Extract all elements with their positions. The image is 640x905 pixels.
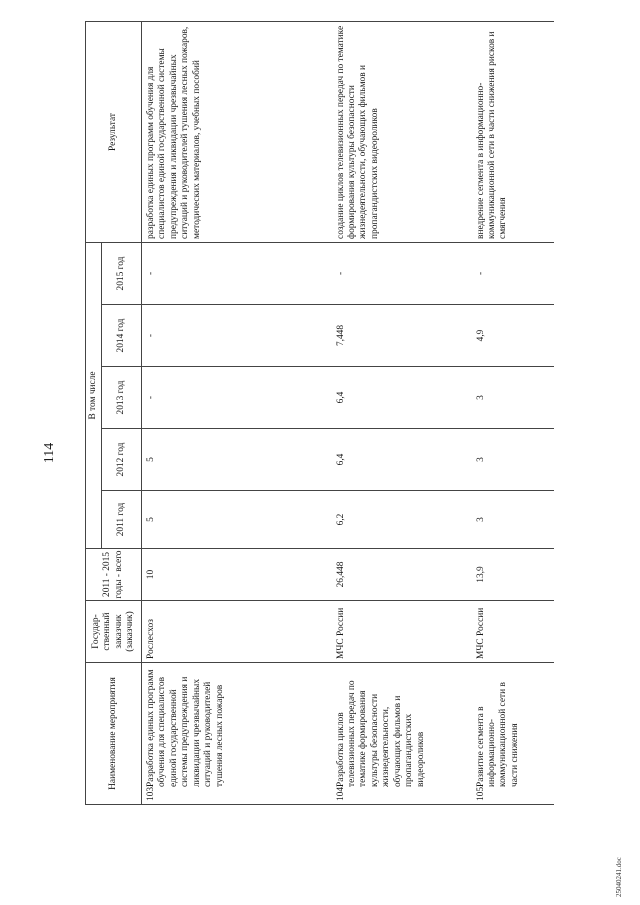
- header-total: 2011 - 2015 годы - всего: [86, 549, 142, 601]
- measure-name: Разработка единых программ обучения для специалистов единой государственной системы предупреждения и ликвидации чрезвычайных ситуаций и руководителей тушения лесных пожаров: [146, 669, 225, 787]
- header-2015: 2015 год: [102, 242, 142, 304]
- row-number: 104.: [335, 784, 346, 801]
- result-cell: создание циклов телевизионных передач по тематике формирования культуры безопасности жизнедеятельности, обучающих фильмов и пропагандистских видеороликов: [332, 21, 472, 242]
- measures-table: [85, 21, 554, 805]
- total-cell: 10: [142, 549, 332, 601]
- value-2013: 6,4: [332, 367, 472, 429]
- customer-cell: МЧС России: [332, 601, 472, 663]
- total-cell: 26,448: [332, 549, 472, 601]
- measure-name: Разработка циклов телевизионных передач по тематике формирования культуры безопасности жизнедеятельности, обучающих фильмов и пропагандистских видеороликов: [335, 680, 426, 787]
- row-number: 105.: [475, 784, 486, 801]
- measure-cell: [142, 663, 332, 805]
- document-footer-code: 25040241.doc: [615, 857, 623, 897]
- value-2013: 3: [472, 367, 554, 429]
- table-row: [472, 21, 554, 804]
- customer-cell: МЧС России: [472, 601, 554, 663]
- customer-cell: Рослесхоз: [142, 601, 332, 663]
- value-2011: 3: [472, 491, 554, 549]
- value-2012: 6,4: [332, 429, 472, 491]
- value-2011: 5: [142, 491, 332, 549]
- result-cell: внедрение сегмента в информационно-коммуникационной сети в части снижения рисков и смягчения: [472, 21, 554, 242]
- header-name: Наименование мероприятия: [86, 663, 142, 805]
- result-cell: разработка единых программ обучения для специалистов единой государственной системы предупреждения и ликвидации чрезвычайных ситуаций и руководителей тушения лесных пожаров, методических материалов, учебных пособий: [142, 21, 332, 242]
- measure-cell: [332, 663, 472, 805]
- row-number: 103.: [146, 784, 156, 801]
- value-2011: 6,2: [332, 491, 472, 549]
- header-result: Результат: [86, 21, 142, 242]
- table-row: [332, 21, 472, 804]
- value-2015: -: [472, 242, 554, 304]
- value-2015: -: [142, 242, 332, 304]
- table-row: [142, 21, 332, 804]
- value-2012: 3: [472, 429, 554, 491]
- page-number: 114: [42, 442, 57, 464]
- header-including: В том числе: [86, 242, 102, 548]
- value-2012: 5: [142, 429, 332, 491]
- header-2013: 2013 год: [102, 367, 142, 429]
- header-2014: 2014 год: [102, 305, 142, 367]
- value-2014: 7,448: [332, 305, 472, 367]
- header-2011: 2011 год: [102, 491, 142, 549]
- measure-name: Развитие сегмента в информационно-коммуникационной сети в части снижения: [475, 682, 520, 787]
- measure-cell: [472, 663, 554, 805]
- value-2014: -: [142, 305, 332, 367]
- header-customer: Государ-ственный заказчик (заказчик): [86, 601, 142, 663]
- total-cell: 13,9: [472, 549, 554, 601]
- value-2015: -: [332, 242, 472, 304]
- value-2014: 4,9: [472, 305, 554, 367]
- header-2012: 2012 год: [102, 429, 142, 491]
- value-2013: -: [142, 367, 332, 429]
